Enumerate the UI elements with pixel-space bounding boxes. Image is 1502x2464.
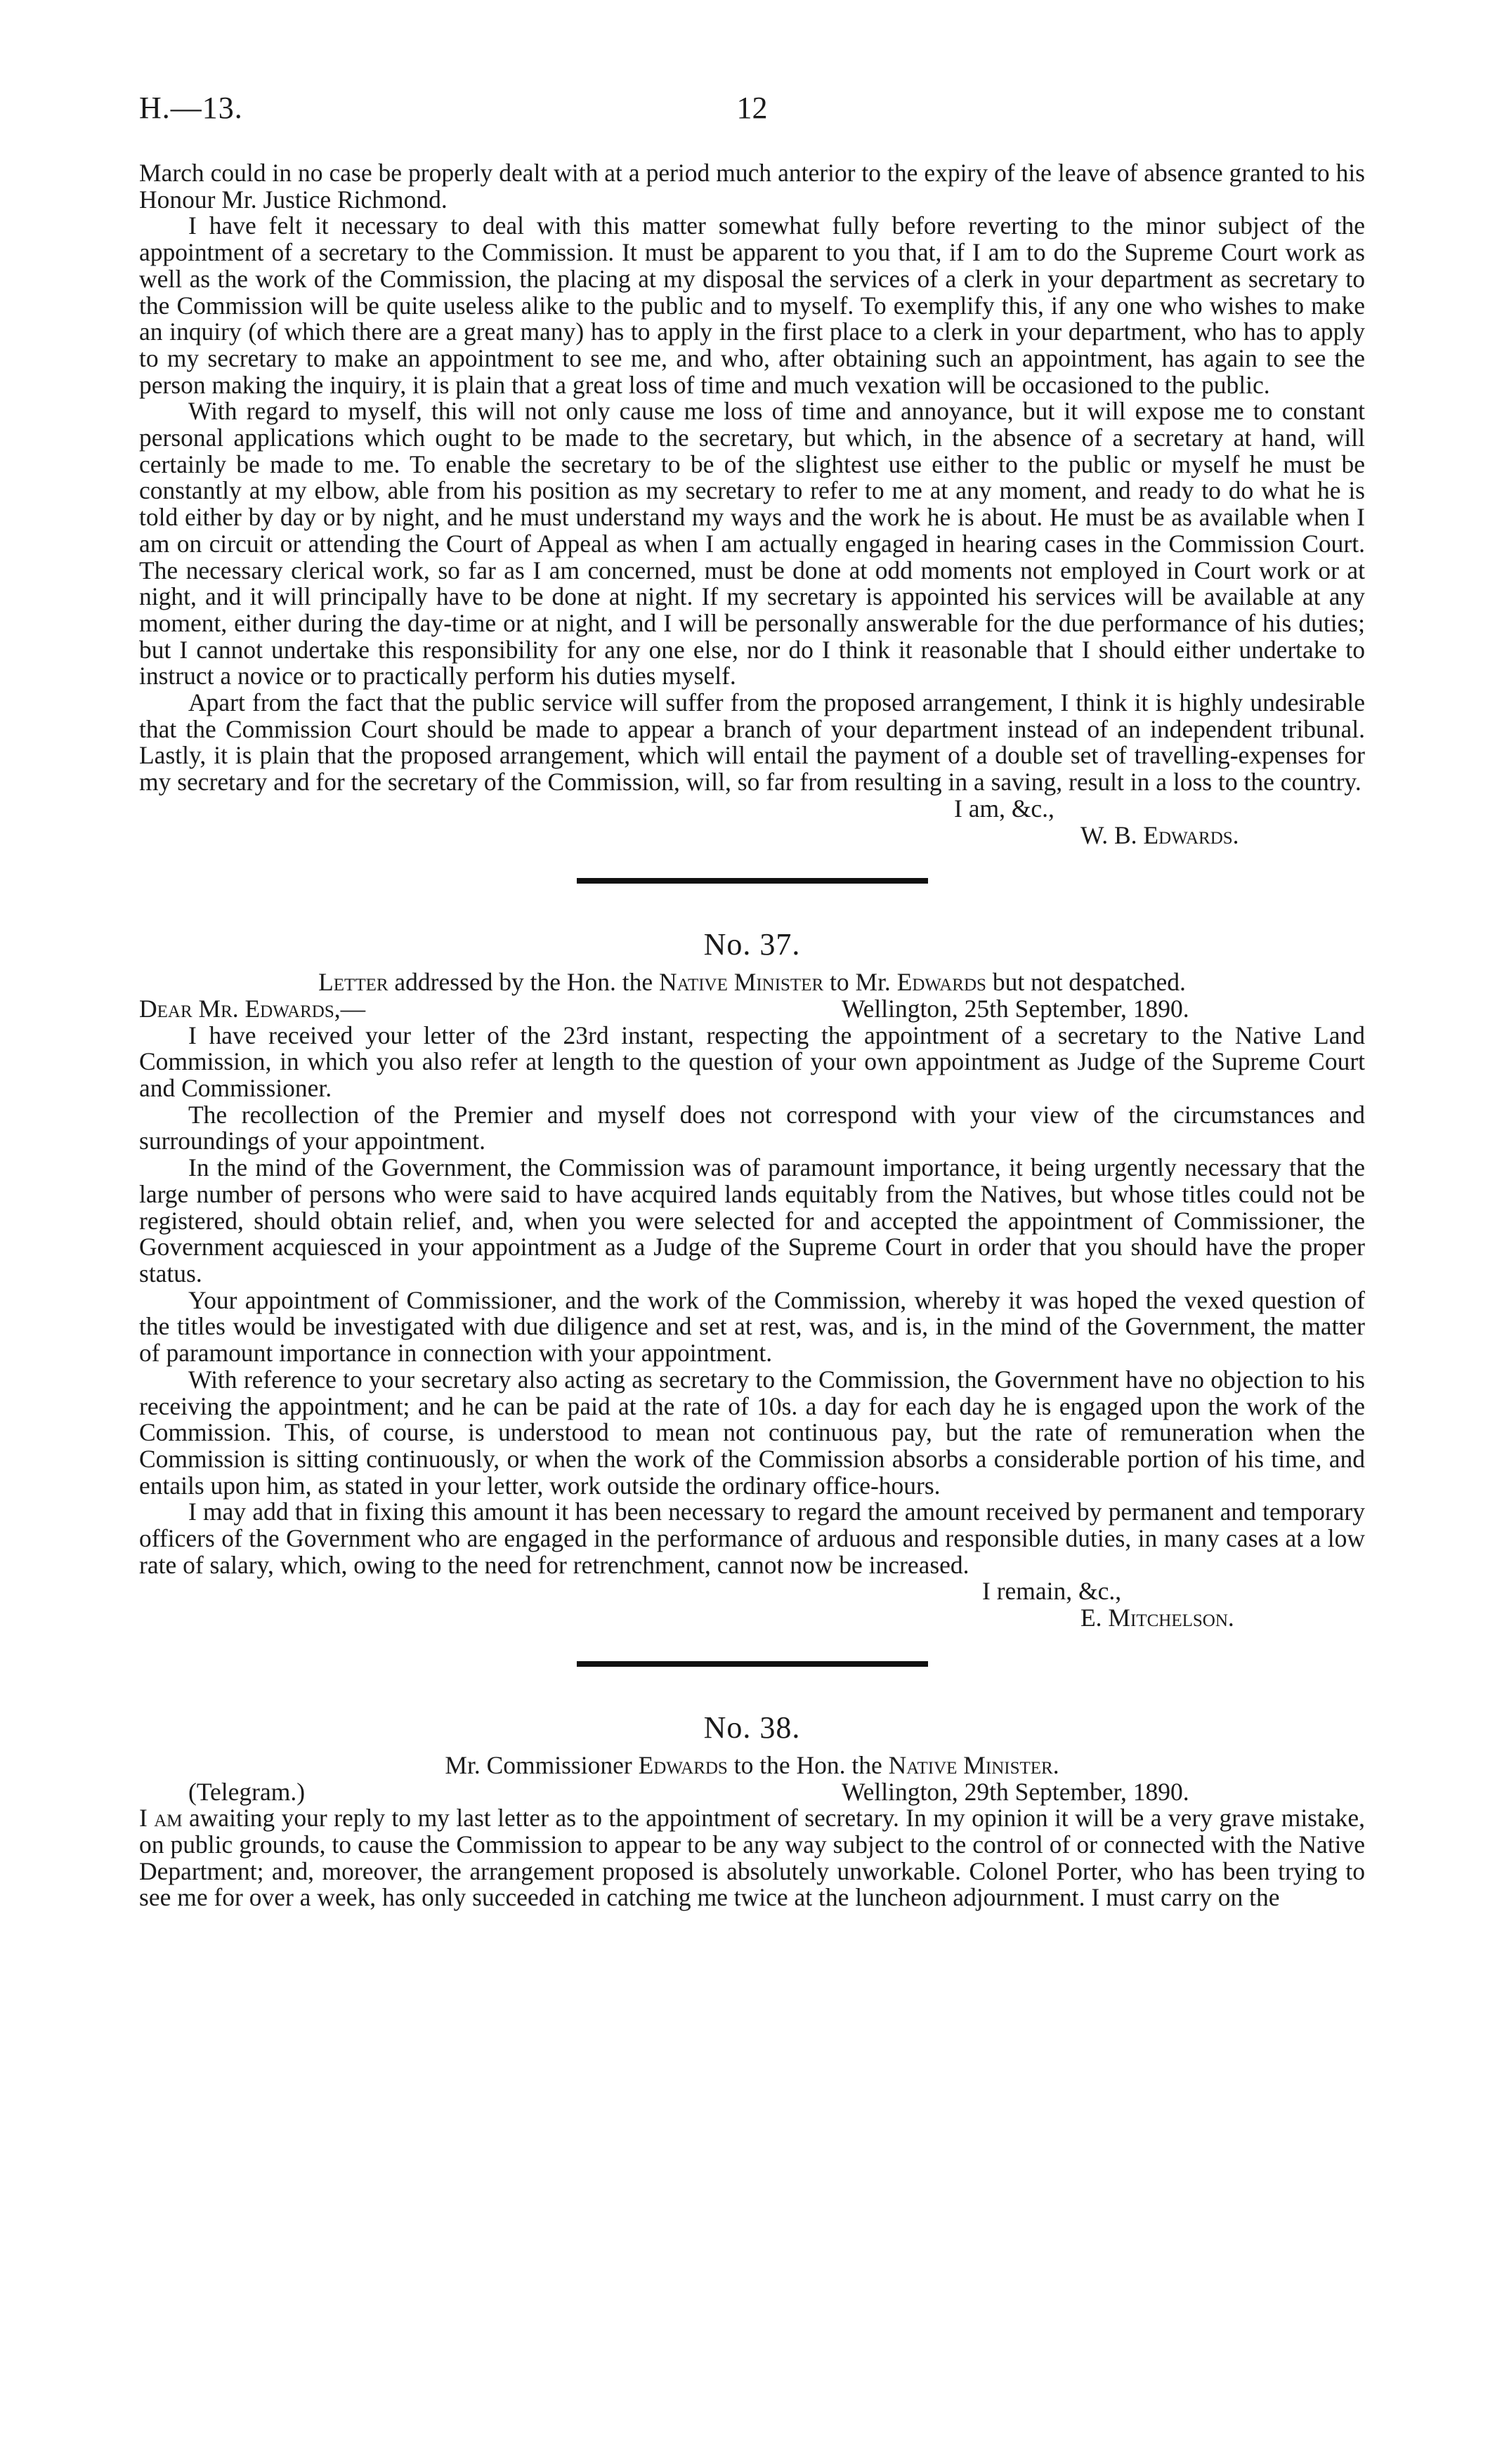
subtitle-part: . xyxy=(1052,1750,1059,1779)
salutation: Dear Mr. Edwards,— xyxy=(139,994,366,1023)
signature: E. Mitchelson. xyxy=(1080,1604,1234,1632)
subtitle-part: to Mr. xyxy=(823,968,897,997)
subtitle-part: Letter xyxy=(318,968,388,997)
salutation-row xyxy=(139,996,1365,1023)
subtitle-part: but not despatched. xyxy=(986,968,1186,997)
paragraph: With reference to your secretary also acting as secretary to the Commission, the Government have no objection to his receiving the appointment; and he can be paid at the rate of 10s. a day for each day he is engaged upon the work of the Commission. This, of course, is understood to mean not continuous pay, but the rate of remuneration when the Commission is sitting continuously, or when the work of the Commission absorbs a considerable portion of his time, and entails upon him, as stated in your letter, work outside the ordinary office-hours. xyxy=(139,1365,1365,1500)
lead-word: I am xyxy=(139,1804,183,1833)
document-reference: H.—13. xyxy=(139,91,243,125)
subtitle-part: Mr. Commissioner xyxy=(445,1750,639,1779)
subtitle-part: Native Minister xyxy=(888,1750,1053,1779)
paragraph: Apart from the fact that the public service will suffer from the proposed arrangement, I think it is highly undesirable that the Commission Court should be made to appear a branch of your department instead of an independent tribunal. Lastly, it is plain that the proposed arrangement, which will entail the payment of a double set of travelling-expenses for my secretary and for the secretary of the Commission, will, so far from resulting in a saving, result in a loss to the country. xyxy=(139,688,1365,797)
letter-no38 xyxy=(139,1710,1365,1911)
section-subtitle xyxy=(139,969,1365,996)
section-divider xyxy=(577,1661,928,1667)
closing: I remain, &c., xyxy=(982,1577,1122,1606)
paragraph: In the mind of the Government, the Commission was of paramount importance, it being urgently necessary that the large number of persons who were said to have acquired lands equitably from the Natives, but whose titles could not be registered, should obtain relief, and, when you were selected for and accepted the appointment of Commissioner, the Government acquiesced in your appointment as a Judge of the Supreme Court in order that you should have the proper status. xyxy=(139,1153,1365,1287)
page-header xyxy=(139,90,1365,132)
telegram-row xyxy=(139,1779,1365,1806)
paragraph: The recollection of the Premier and myself does not correspond with your view of the circumstances and surroundings of your appointment. xyxy=(139,1100,1365,1155)
paragraph: Your appointment of Commissioner, and the work of the Commission, whereby it was hoped the vexed question of the titles would be investigated with due diligence and set at rest, was, and is, in the mind of the Government, the matter of paramount importance in connection with your appointment. xyxy=(139,1285,1365,1368)
letter-no37 xyxy=(139,927,1365,1632)
subtitle-part: Edwards xyxy=(896,968,986,997)
paragraph: I have received your letter of the 23rd instant, respecting the appointment of a secretary to the Native Land Commission, in which you also refer at length to the question of your own appointment as Judge of the Supreme Court and Commissioner. xyxy=(139,1021,1365,1103)
closing: I am, &c., xyxy=(954,794,1054,823)
paragraph xyxy=(139,1805,1365,1911)
paragraph: March could in no case be properly dealt with at a period much anterior to the expiry of the leave of absence granted to his Honour Mr. Justice Richmond. xyxy=(139,159,1365,214)
signature: W. B. Edwards. xyxy=(1080,820,1239,849)
page-number: 12 xyxy=(736,91,768,125)
section-divider xyxy=(577,878,928,884)
section-title: No. 37. xyxy=(703,927,801,962)
telegram-label: (Telegram.) xyxy=(188,1777,306,1806)
section-subtitle xyxy=(139,1752,1365,1779)
paragraph: I have felt it necessary to deal with this matter somewhat fully before reverting to the minor subject of the appointment of a secretary to the Commission. It must be apparent to you that, if I am to do the Supreme Court work as well as the work of the Commission, the placing at my disposal the services of a clerk in your department as secretary to the Commission will be quite useless alike to the public and to myself. To exemplify this, if any one who wishes to make an inquiry (of which there are a great many) has to apply in the first place to a clerk in your department, who has to apply to my secretary to make an appointment to see me, and who, after obtaining such an appointment, has again to see the person making the inquiry, it is plain that a great loss of time and much vexation will be occasioned to the public. xyxy=(139,211,1365,399)
subtitle-part: addressed by the Hon. the xyxy=(388,968,660,997)
subtitle-part: to the Hon. the xyxy=(727,1750,889,1779)
paragraph: With regard to myself, this will not only cause me loss of time and annoyance, but it will expose me to constant personal applications which ought to be made to the secretary, but which, in the absence of a secretary at hand, will certainly be made to me. To enable the secretary to be of the slightest use either to the public or myself he must be constantly at my elbow, able from his position as my secretary to refer to me at any moment, and ready to do what he is told either by day or by night, and he must understand my ways and the work he is about. He must be as available when I am on circuit or attending the Court of Appeal as when I am actually engaged in hearing cases in the Commission Court. The necessary clerical work, so far as I am concerned, must be done at odd moments not employed in Court work or at night, and it will principally have to be done at night. If my secretary is appointed his services will be available at any moment, either during the day-time or at night, and I will be personally answerable for the due performance of his duties; but I cannot undertake this responsibility for any one else, nor do I think it reasonable that I should either undertake to instruct a novice or to practically perform his duties myself. xyxy=(139,397,1365,690)
closing-row xyxy=(139,1578,1365,1605)
section-title: No. 38. xyxy=(703,1710,801,1745)
paragraph: I may add that in fixing this amount it has been necessary to regard the amount received by permanent and temporary officers of the Government who are engaged in the performance of arduous and responsible duties, in many cases at a low rate of salary, which, owing to the need for retrenchment, cannot now be increased. xyxy=(139,1498,1365,1579)
letter-date: Wellington, 25th September, 1890. xyxy=(842,994,1189,1023)
letter-date: Wellington, 29th September, 1890. xyxy=(842,1777,1189,1806)
page-body xyxy=(139,160,1365,1911)
paragraph-text: awaiting your reply to my last letter as to the appointment of secretary. In my opinion it will be a very grave mistake, on public grounds, to cause the Commission to appear to be any way subject to the control of or connected with the Native Department; and, moreover, the arrangement proposed is absolutely unworkable. Colonel Porter, who has been trying to see me for over a week, has only succeeded in catching me twice at the luncheon adjournment. I must carry on the xyxy=(139,1804,1366,1912)
subtitle-part: Native Minister xyxy=(659,968,824,997)
letter-continuation xyxy=(139,160,1365,848)
subtitle-part: Edwards xyxy=(638,1750,728,1779)
